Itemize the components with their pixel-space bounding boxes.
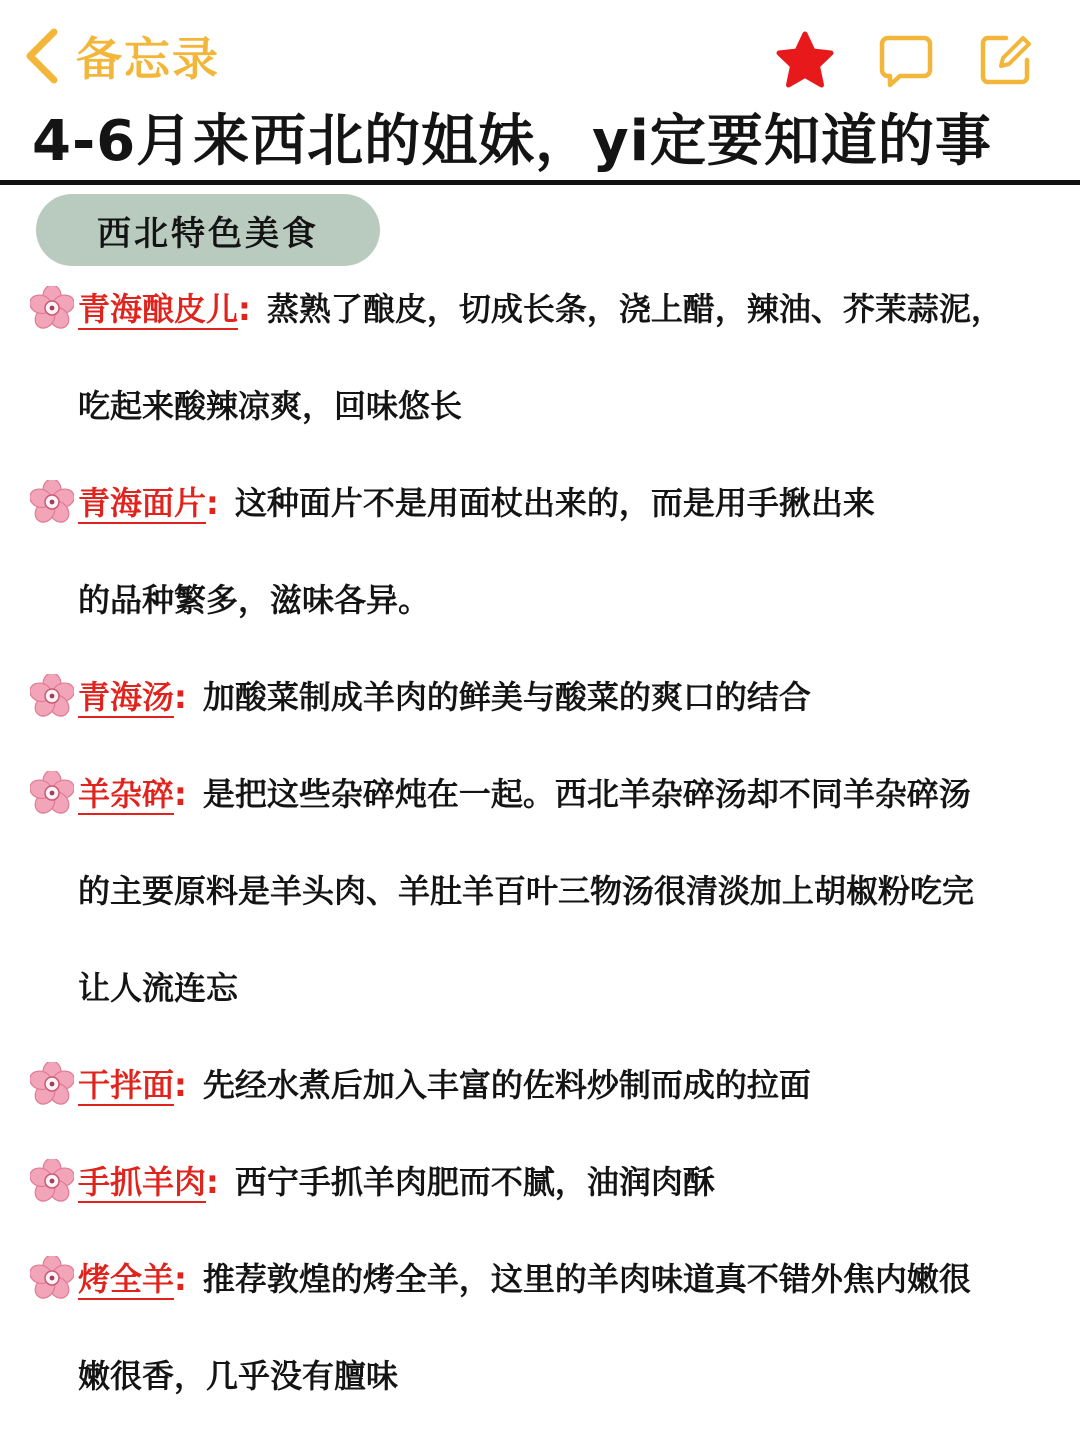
food-name: 青海酿皮儿 [78,290,239,328]
food-description-continued: 吃起来酸辣凉爽，回味悠长 [78,387,463,425]
food-description-continued: 让人流连忘 [78,969,239,1007]
food-name: 烤全羊 [78,1260,175,1298]
food-name: 青海汤 [78,678,175,716]
food-item [0,756,1080,853]
name-colon: : [174,1260,187,1298]
food-name: 手抓羊肉 [78,1163,207,1201]
section-tag: 西北特色美食 [36,194,380,266]
top-bar [0,0,1080,110]
back-button[interactable] [22,24,220,88]
food-description: 加酸菜制成羊肉的鲜美与酸菜的爽口的结合 [202,678,811,716]
food-item [0,1144,1080,1241]
name-colon: : [206,1163,219,1201]
food-item [0,659,1080,756]
title-divider [0,180,1080,185]
food-list [0,271,1080,1435]
flower-icon [30,674,74,718]
food-item [0,1241,1080,1338]
name-colon: : [174,775,187,813]
food-name: 干拌面 [78,1066,175,1104]
name-colon: : [238,290,251,328]
flower-icon [30,286,74,330]
chevron-left-icon [22,26,62,86]
food-item [0,465,1080,562]
food-description-continued: 的主要原料是羊头肉、羊肚羊百叶三物汤很清淡加上胡椒粉吃完 [78,872,975,910]
flower-icon [30,771,74,815]
name-colon: : [174,1066,187,1104]
food-item [0,271,1080,368]
food-description: 推荐敦煌的烤全羊，这里的羊肉味道真不错外焦内嫩很 [202,1260,971,1298]
food-description: 蒸熟了酿皮，切成长条，浇上醋，辣油、芥茉蒜泥， [266,290,1003,328]
flower-icon [30,1159,74,1203]
food-description: 西宁手抓羊肉肥而不腻，油润肉酥 [234,1163,715,1201]
edit-icon[interactable] [976,30,1036,90]
food-description-continued: 嫩很香，几乎没有膻味 [78,1357,399,1395]
flower-icon [30,1256,74,1300]
food-description: 是把这些杂碎炖在一起。西北羊杂碎汤却不同羊杂碎汤 [202,775,971,813]
food-description-continued: 的品种繁多，滋味各异。 [78,581,431,619]
note-title: 4-6月来西北的姐妹，yi定要知道的事 [32,109,992,174]
back-label: 备忘录 [76,32,220,86]
name-colon: : [206,484,219,522]
food-description: 先经水煮后加入丰富的佐料炒制而成的拉面 [202,1066,811,1104]
name-colon: : [174,678,187,716]
food-name: 羊杂碎 [78,775,175,813]
food-name: 青海面片 [78,484,207,522]
comment-icon[interactable] [876,30,936,90]
star-icon[interactable] [774,30,834,90]
flower-icon [30,1062,74,1106]
flower-icon [30,480,74,524]
food-item [0,1047,1080,1144]
food-description: 这种面片不是用面杖出来的，而是用手揪出来 [234,484,875,522]
